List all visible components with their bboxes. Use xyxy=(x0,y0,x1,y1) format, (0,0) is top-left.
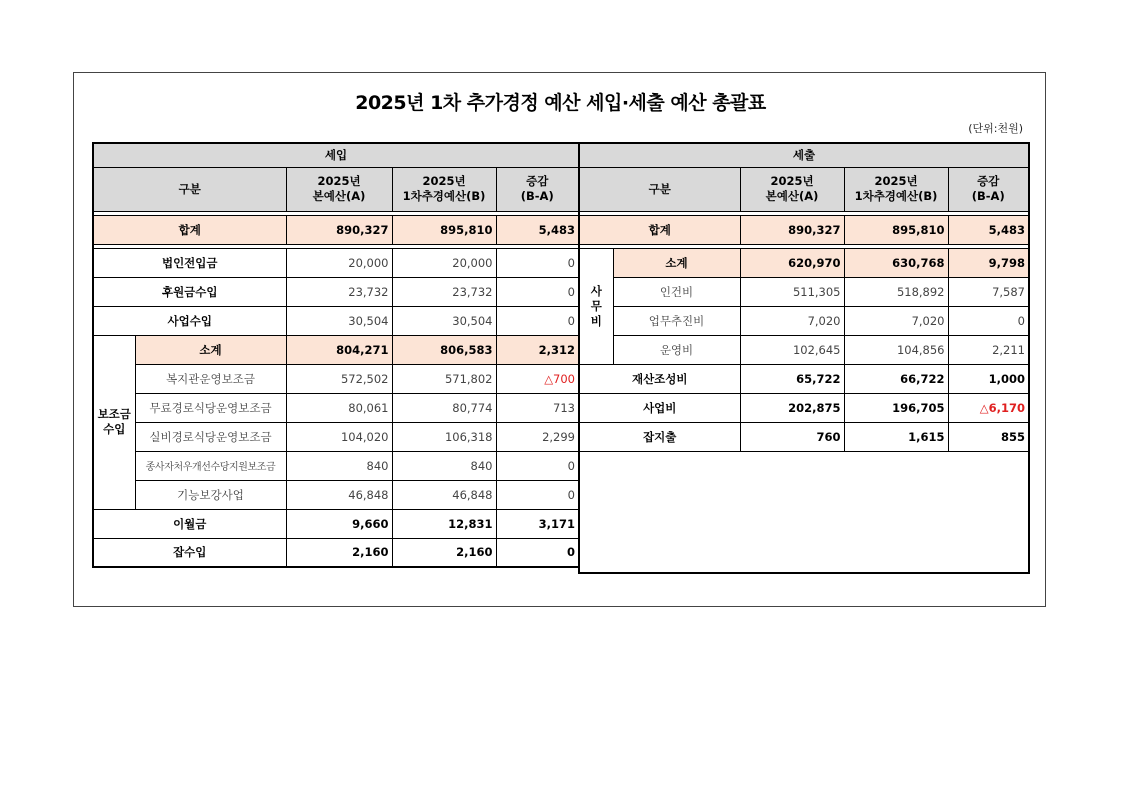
row-label: 재산조성비 xyxy=(579,364,740,393)
row-value-a: 104,020 xyxy=(286,422,392,451)
row-value-diff: 0 xyxy=(496,451,579,480)
row-value-b: 104,856 xyxy=(844,335,948,364)
row-value-diff: 2,312 xyxy=(496,335,579,364)
revenue-header-col-a: 2025년 본예산(A) xyxy=(286,167,392,211)
row-value-a: 804,271 xyxy=(286,335,392,364)
row-value-a: 7,020 xyxy=(740,306,844,335)
row-value-b: 20,000 xyxy=(392,248,496,277)
row-label: 종사자처우개선수당지원보조금 xyxy=(135,451,286,480)
row-label: 소계 xyxy=(135,335,286,364)
row-label: 운영비 xyxy=(613,335,740,364)
office-subtotal-row xyxy=(579,248,1029,277)
row-value-diff: 0 xyxy=(496,538,579,567)
revenue-total-diff: 5,483 xyxy=(496,215,579,244)
revenue-section-title: 세입 xyxy=(93,143,579,167)
row-value-diff: 0 xyxy=(496,248,579,277)
row-value-a: 2,160 xyxy=(286,538,392,567)
row-value-diff: 7,587 xyxy=(948,277,1029,306)
row-value-diff: 9,798 xyxy=(948,248,1029,277)
table-row xyxy=(93,248,579,277)
row-value-a: 65,722 xyxy=(740,364,844,393)
revenue-header-category: 구분 xyxy=(93,167,286,211)
revenue-header-col-b: 2025년 1차추경예산(B) xyxy=(392,167,496,211)
row-label: 소계 xyxy=(613,248,740,277)
row-value-a: 46,848 xyxy=(286,480,392,509)
row-label: 사업비 xyxy=(579,393,740,422)
row-value-a: 80,061 xyxy=(286,393,392,422)
revenue-total-row xyxy=(93,215,579,244)
row-value-a: 572,502 xyxy=(286,364,392,393)
row-label: 기능보강사업 xyxy=(135,480,286,509)
table-row xyxy=(93,277,579,306)
row-value-diff: 0 xyxy=(496,277,579,306)
row-value-diff: △700 xyxy=(496,364,579,393)
row-value-b: 7,020 xyxy=(844,306,948,335)
row-value-b: 630,768 xyxy=(844,248,948,277)
office-group-label: 사 무 비 xyxy=(579,248,613,364)
expenditure-header-col-a: 2025년 본예산(A) xyxy=(740,167,844,211)
row-value-a: 620,970 xyxy=(740,248,844,277)
row-value-diff: △6,170 xyxy=(948,393,1029,422)
row-value-b: 840 xyxy=(392,451,496,480)
expenditure-total-label: 합계 xyxy=(579,215,740,244)
row-label: 인건비 xyxy=(613,277,740,306)
row-label: 사업수입 xyxy=(93,306,286,335)
row-value-b: 1,615 xyxy=(844,422,948,451)
expenditure-total-a: 890,327 xyxy=(740,215,844,244)
row-value-b: 80,774 xyxy=(392,393,496,422)
expenditure-total-diff: 5,483 xyxy=(948,215,1029,244)
row-value-b: 196,705 xyxy=(844,393,948,422)
row-value-a: 9,660 xyxy=(286,509,392,538)
row-value-b: 571,802 xyxy=(392,364,496,393)
subsidy-group-label: 보조금 수입 xyxy=(93,335,135,509)
revenue-total-a: 890,327 xyxy=(286,215,392,244)
empty-area xyxy=(579,451,1029,573)
row-value-diff: 1,000 xyxy=(948,364,1029,393)
row-value-a: 511,305 xyxy=(740,277,844,306)
row-value-a: 102,645 xyxy=(740,335,844,364)
expenditure-header-category: 구분 xyxy=(579,167,740,211)
table-row xyxy=(93,538,579,567)
row-value-b: 106,318 xyxy=(392,422,496,451)
row-value-b: 30,504 xyxy=(392,306,496,335)
row-value-b: 12,831 xyxy=(392,509,496,538)
table-row xyxy=(579,422,1029,451)
row-value-diff: 2,299 xyxy=(496,422,579,451)
table-row xyxy=(579,277,1029,306)
table-row xyxy=(579,335,1029,364)
row-label: 무료경로식당운영보조금 xyxy=(135,393,286,422)
row-label: 업무추진비 xyxy=(613,306,740,335)
row-value-a: 840 xyxy=(286,451,392,480)
expenditure-table xyxy=(578,142,1030,574)
table-row xyxy=(93,306,579,335)
subsidy-subtotal-row xyxy=(93,335,579,364)
unit-label: (단위:천원) xyxy=(968,122,1023,135)
row-value-diff: 3,171 xyxy=(496,509,579,538)
table-row xyxy=(93,422,579,451)
table-row xyxy=(579,393,1029,422)
row-value-diff: 713 xyxy=(496,393,579,422)
table-row xyxy=(93,509,579,538)
table-row xyxy=(93,364,579,393)
row-value-a: 760 xyxy=(740,422,844,451)
row-value-b: 66,722 xyxy=(844,364,948,393)
revenue-total-label: 합계 xyxy=(93,215,286,244)
row-value-a: 20,000 xyxy=(286,248,392,277)
row-value-diff: 0 xyxy=(496,306,579,335)
row-value-b: 23,732 xyxy=(392,277,496,306)
revenue-total-b: 895,810 xyxy=(392,215,496,244)
table-row xyxy=(93,451,579,480)
row-value-b: 806,583 xyxy=(392,335,496,364)
revenue-table xyxy=(92,142,580,568)
row-label: 이월금 xyxy=(93,509,286,538)
row-value-a: 30,504 xyxy=(286,306,392,335)
expenditure-header-col-diff: 증감 (B-A) xyxy=(948,167,1029,211)
revenue-header-col-diff: 증감 (B-A) xyxy=(496,167,579,211)
row-value-a: 23,732 xyxy=(286,277,392,306)
table-row xyxy=(579,364,1029,393)
row-label: 복지관운영보조금 xyxy=(135,364,286,393)
table-row xyxy=(93,480,579,509)
row-value-b: 46,848 xyxy=(392,480,496,509)
row-value-diff: 855 xyxy=(948,422,1029,451)
row-label: 잡수입 xyxy=(93,538,286,567)
row-value-diff: 0 xyxy=(496,480,579,509)
expenditure-total-row xyxy=(579,215,1029,244)
row-label: 후원금수입 xyxy=(93,277,286,306)
row-value-b: 2,160 xyxy=(392,538,496,567)
row-value-diff: 2,211 xyxy=(948,335,1029,364)
row-label: 잡지출 xyxy=(579,422,740,451)
row-value-a: 202,875 xyxy=(740,393,844,422)
expenditure-section-title: 세출 xyxy=(579,143,1029,167)
page-title: 2025년 1차 추가경정 예산 세입·세출 예산 총괄표 xyxy=(355,92,766,114)
row-value-diff: 0 xyxy=(948,306,1029,335)
row-value-b: 518,892 xyxy=(844,277,948,306)
row-label: 실비경로식당운영보조금 xyxy=(135,422,286,451)
expenditure-header-col-b: 2025년 1차추경예산(B) xyxy=(844,167,948,211)
table-row xyxy=(93,393,579,422)
table-row xyxy=(579,306,1029,335)
expenditure-total-b: 895,810 xyxy=(844,215,948,244)
row-label: 법인전입금 xyxy=(93,248,286,277)
